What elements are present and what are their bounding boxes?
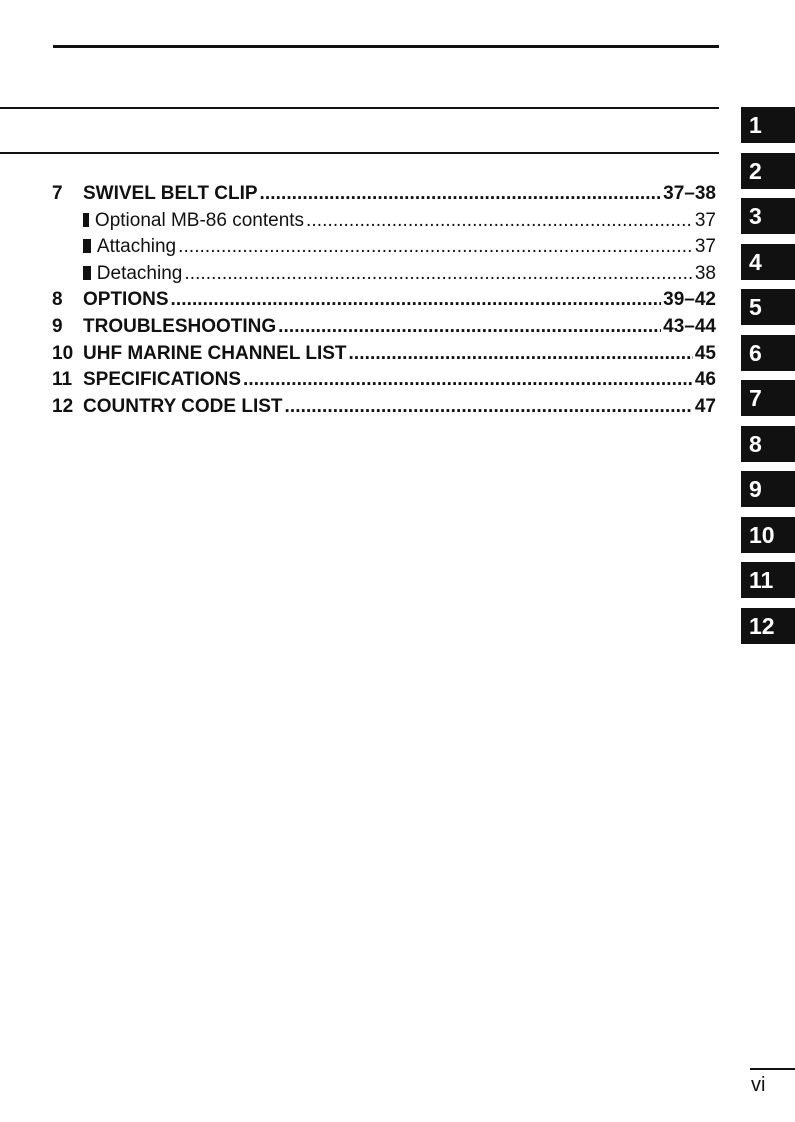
toc-subentry-title: Optional MB-86 contents xyxy=(94,209,305,231)
dot-leader xyxy=(243,367,693,394)
toc-entry-10[interactable] xyxy=(52,341,716,368)
toc-entry-title: UHF MARINE CHANNEL LIST xyxy=(83,342,347,364)
toc-entry-number: 12 xyxy=(52,395,74,417)
toc-entry-number: 10 xyxy=(52,342,74,364)
folio-rule xyxy=(750,1068,795,1070)
dot-leader xyxy=(260,181,662,208)
toc-entry-number: 9 xyxy=(52,315,63,337)
toc-entry-7[interactable] xyxy=(52,181,716,208)
section-tab-10[interactable]: 10 xyxy=(741,517,795,553)
section-tab-2[interactable]: 2 xyxy=(741,153,795,189)
page-number: vi xyxy=(751,1074,766,1096)
toc-entry-number: 7 xyxy=(52,183,63,204)
dot-leader xyxy=(285,394,693,421)
toc-entry-title: COUNTRY CODE LIST xyxy=(83,395,283,417)
toc-subentry-page: 37 xyxy=(694,236,716,258)
dot-leader xyxy=(278,314,661,341)
toc-entry-title: SPECIFICATIONS xyxy=(83,369,241,391)
section-tab-1[interactable]: 1 xyxy=(741,107,795,143)
header-rule-upper xyxy=(0,107,719,109)
table-of-contents xyxy=(52,181,716,420)
square-bullet-icon xyxy=(83,213,89,227)
section-tab-12[interactable]: 12 xyxy=(741,608,795,644)
toc-entry-9[interactable] xyxy=(52,314,716,341)
toc-entry-title: TROUBLESHOOTING xyxy=(83,315,277,337)
toc-entry-page: 37–38 xyxy=(663,183,716,204)
section-tab-6[interactable]: 6 xyxy=(741,335,795,371)
dot-leader xyxy=(306,208,693,235)
section-tab-9[interactable]: 9 xyxy=(741,471,795,507)
section-tab-7[interactable]: 7 xyxy=(741,380,795,416)
section-tab-3[interactable]: 3 xyxy=(741,198,795,234)
toc-entry-page: 43–44 xyxy=(663,315,716,337)
toc-subentry-page: 37 xyxy=(694,209,716,231)
toc-entry-page: 46 xyxy=(694,369,716,391)
section-tab-11[interactable]: 11 xyxy=(741,562,795,598)
toc-subentry-page: 38 xyxy=(694,262,716,284)
toc-entry-11[interactable] xyxy=(52,367,716,394)
top-rule xyxy=(53,45,719,48)
toc-subentry-title: Attaching xyxy=(96,236,177,258)
toc-entry-8[interactable] xyxy=(52,287,716,314)
dot-leader xyxy=(171,287,662,314)
toc-entry-page: 47 xyxy=(694,395,716,417)
section-tab-4[interactable]: 4 xyxy=(741,244,795,280)
section-tab-5[interactable]: 5 xyxy=(741,289,795,325)
toc-entry-page: 45 xyxy=(694,342,716,364)
toc-subentry-title: Detaching xyxy=(96,262,183,284)
square-bullet-icon xyxy=(83,239,91,253)
square-bullet-icon xyxy=(83,266,91,280)
header-rule-lower xyxy=(0,152,719,154)
toc-subentry-detaching[interactable] xyxy=(52,261,716,288)
dot-leader xyxy=(349,341,693,368)
dot-leader xyxy=(184,261,693,288)
toc-entry-page: 39–42 xyxy=(663,289,716,311)
toc-entry-12[interactable] xyxy=(52,394,716,421)
toc-entry-number: 11 xyxy=(52,369,73,391)
toc-entry-number: 8 xyxy=(52,289,63,311)
dot-leader xyxy=(178,234,693,261)
toc-entry-title: SWIVEL BELT CLIP xyxy=(83,183,258,204)
toc-subentry-optional-mb86[interactable] xyxy=(52,208,716,235)
section-tab-8[interactable]: 8 xyxy=(741,426,795,462)
toc-entry-title: OPTIONS xyxy=(83,289,169,311)
toc-subentry-attaching[interactable] xyxy=(52,234,716,261)
